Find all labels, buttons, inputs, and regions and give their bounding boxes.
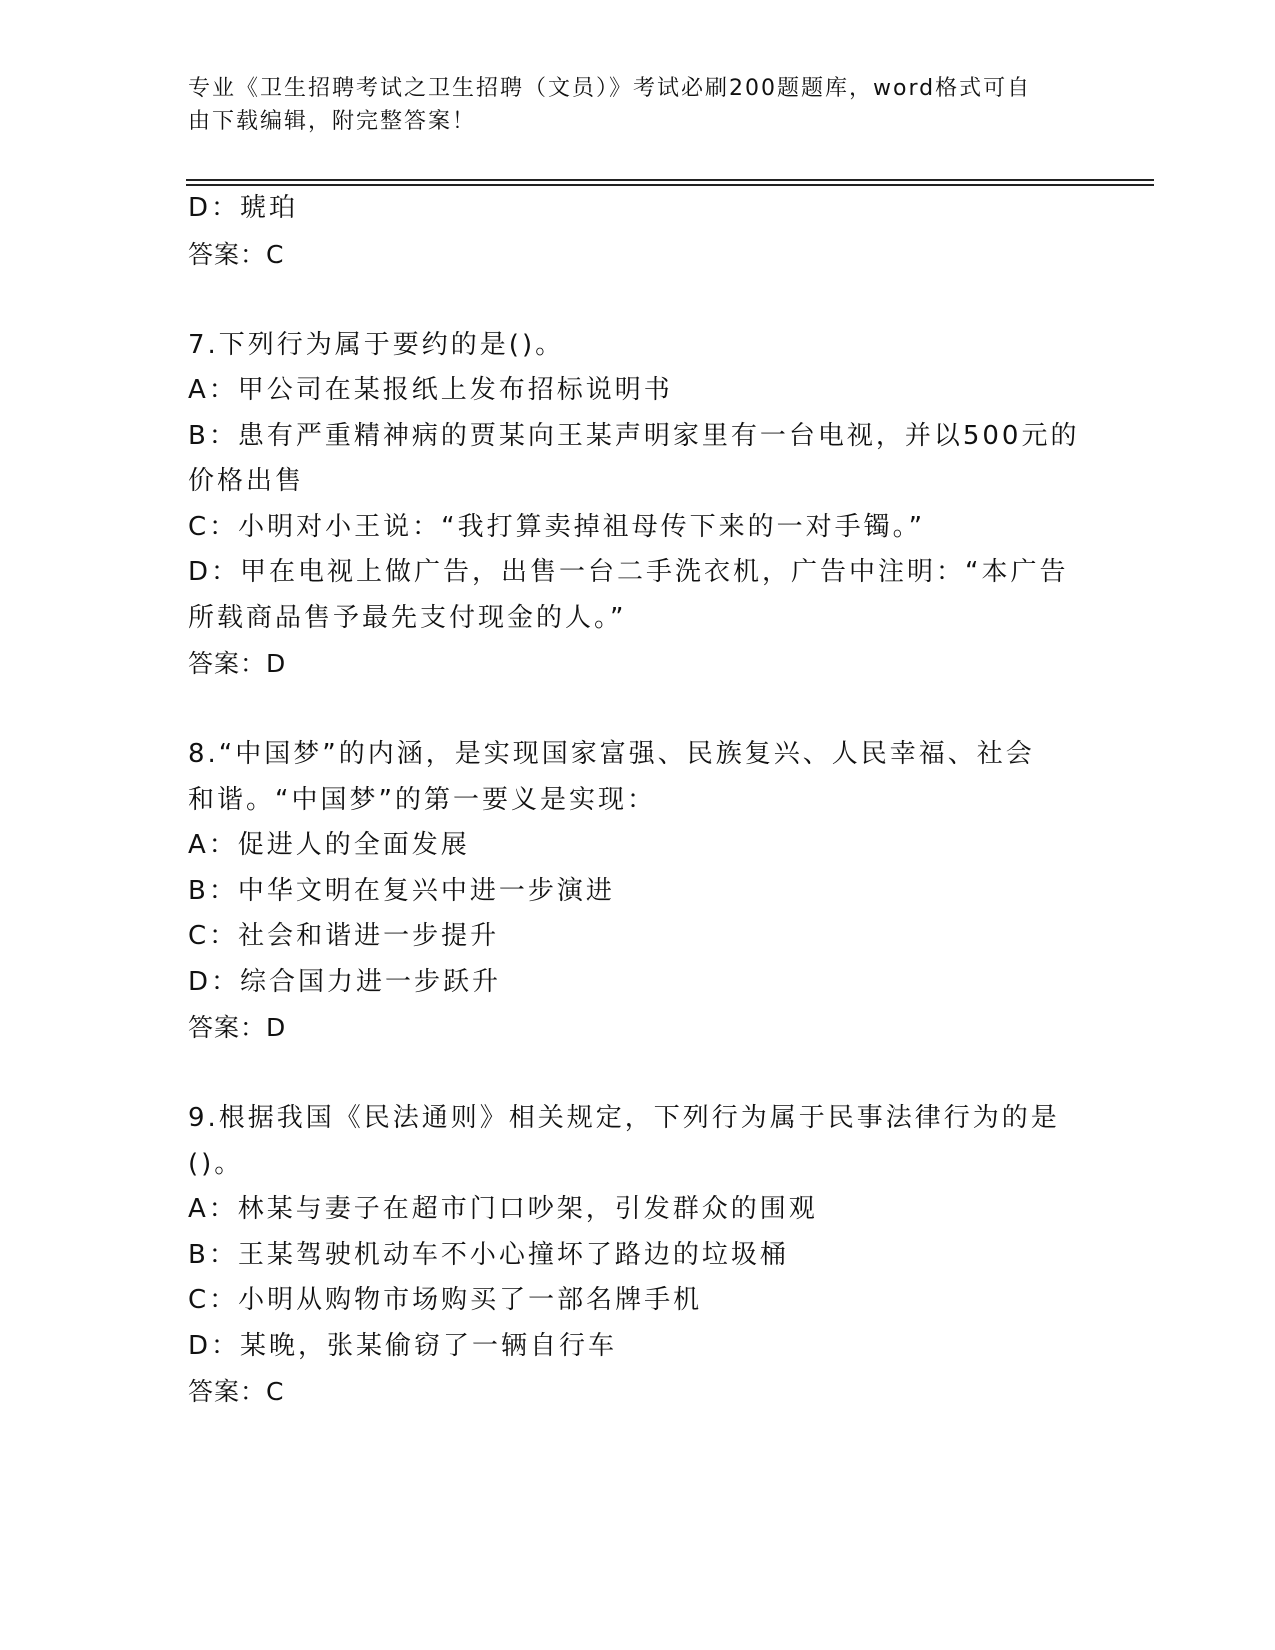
page-header [188,72,1068,138]
question-8 [188,732,1088,1051]
answer: 答案：D [188,1013,287,1042]
option-d: D：琥珀 [188,193,299,223]
question-stem-line-2: 和谐。“中国梦”的第一要义是实现： [188,784,656,815]
question-6-tail [188,186,1088,277]
header-line-2: 由下载编辑，附完整答案！ [188,109,477,134]
option-c: C：小明从购物市场购买了一部名牌手机 [188,1285,703,1315]
option-d-line-1: D：甲在电视上做广告，出售一台二手洗衣机，广告中注明：“本广告 [188,557,1069,587]
answer: 答案：C [188,1377,285,1406]
question-7 [188,323,1088,687]
option-a: A：促进人的全面发展 [188,830,470,860]
spacer [188,1051,1088,1097]
option-b-line-2: 价格出售 [188,466,305,496]
option-d-line-2: 所载商品售予最先支付现金的人。” [188,602,627,633]
option-d: D：某晚，张某偷窃了一辆自行车 [188,1330,618,1361]
answer: 答案：D [188,649,287,678]
option-d: D：综合国力进一步跃升 [188,966,502,997]
question-stem-line-2: ()。 [188,1148,244,1179]
option-a: A：林某与妻子在超市门口吵架，引发群众的围观 [188,1194,818,1224]
question-9 [188,1096,1088,1415]
option-b: B：中华文明在复兴中进一步演进 [188,875,615,906]
answer: 答案：C [188,239,285,269]
option-b: B：王某驾驶机动车不小心撞坏了路边的垃圾桶 [188,1239,789,1270]
question-stem: 7.下列行为属于要约的是()。 [188,329,565,360]
option-b-line-1: B：患有严重精神病的贾某向王某声明家里有一台电视，并以500元的 [188,420,1080,451]
option-c: C：社会和谐进一步提升 [188,921,500,951]
option-a: A：甲公司在某报纸上发布招标说明书 [188,375,673,405]
option-c: C：小明对小王说：“我打算卖掉祖母传下来的一对手镯。” [188,511,926,542]
header-rule-top [186,179,1154,181]
spacer [188,277,1088,323]
question-stem-line-1: 9.根据我国《民法通则》相关规定，下列行为属于民事法律行为的是 [188,1103,1060,1133]
spacer [188,687,1088,733]
header-line-1: 专业《卫生招聘考试之卫生招聘（文员）》考试必刷200题题库，word格式可自 [188,76,1032,101]
question-list [188,186,1088,1415]
question-stem-line-1: 8.“中国梦”的内涵，是实现国家富强、民族复兴、人民幸福、社会 [188,739,1035,769]
